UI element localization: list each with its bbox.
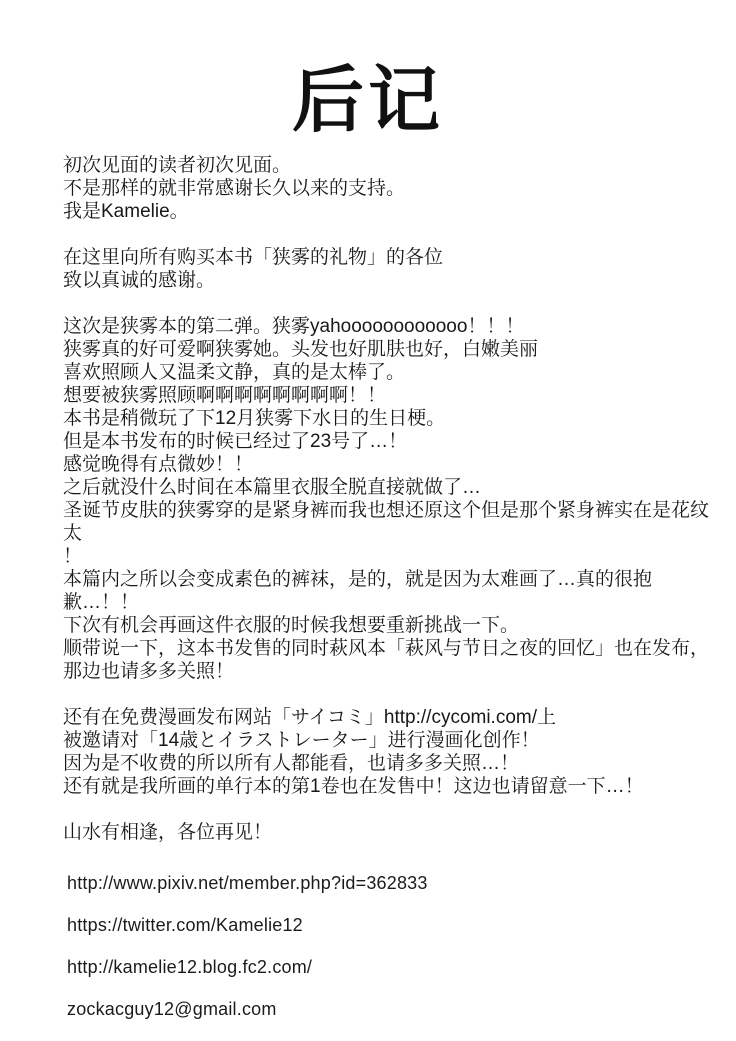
paragraph-thanks xyxy=(63,246,718,292)
text-line: 在这里向所有购买本书「狭雾的礼物」的各位 xyxy=(63,247,444,268)
text-line: 初次见面的读者初次见面。 xyxy=(63,155,292,176)
text-line: 喜欢照顾人又温柔文静，真的是太棒了。 xyxy=(63,362,406,383)
afterword-content xyxy=(0,140,736,844)
text-line: 那边也请多多关照！ xyxy=(63,661,235,682)
text-line: ！ xyxy=(63,546,83,567)
text-line: 因为是不收费的所以所有人都能看，也请多多关照…！ xyxy=(63,753,520,774)
text-line: 不是那样的就非常感谢长久以来的支持。 xyxy=(63,178,406,199)
text-line: 还有在免费漫画发布网站「サイコミ」http://cycomi.com/上 xyxy=(63,707,557,728)
email-address: zockacguy12@gmail.com xyxy=(67,999,277,1019)
text-line: 山水有相逢，各位再见！ xyxy=(63,822,273,843)
text-line: 我是Kamelie。 xyxy=(63,201,189,222)
pixiv-url: http://www.pixiv.net/member.php?id=362833 xyxy=(67,873,428,893)
text-line: 本篇内之所以会变成素色的裤袜，是的，就是因为太难画了…真的很抱歉…！！ xyxy=(63,569,653,613)
text-line: 致以真诚的感谢。 xyxy=(63,270,216,291)
text-line: 圣诞节皮肤的狭雾穿的是紧身裤而我也想还原这个但是那个紧身裤实在是花纹太 xyxy=(63,500,710,544)
blog-url: http://kamelie12.blog.fc2.com/ xyxy=(67,957,313,977)
text-line: 感觉晚得有点微妙！！ xyxy=(63,454,254,475)
text-line: 本书是稍微玩了下12月狭雾下水日的生日梗。 xyxy=(63,408,446,429)
contact-links-section xyxy=(0,873,736,1019)
twitter-url: https://twitter.com/Kamelie12 xyxy=(67,915,303,935)
text-line: 但是本书发布的时候已经过了23号了…！ xyxy=(63,431,408,452)
text-line: 下次有机会再画这件衣服的时候我想要重新挑战一下。 xyxy=(63,615,520,636)
text-line: 狭雾真的好可爱啊狭雾她。头发也好肌肤也好，白嫩美丽 xyxy=(63,339,539,360)
paragraph-cycomi-promo xyxy=(63,706,718,798)
paragraph-greeting xyxy=(63,154,718,223)
text-line: 之后就没什么时间在本篇里衣服全脱直接就做了… xyxy=(63,477,482,498)
text-line: 顺带说一下，这本书发售的同时萩风本「萩风与节日之夜的回忆」也在发布， xyxy=(63,638,710,659)
page-title: 后记 xyxy=(291,61,444,141)
text-line: 这次是狭雾本的第二弹。狭雾yahoooooooooooo！！！ xyxy=(63,316,525,337)
text-line: 被邀请对「14歳とイラストレーター」进行漫画化创作！ xyxy=(63,730,540,751)
text-line: 还有就是我所画的单行本的第1卷也在发售中！这边也请留意一下…！ xyxy=(63,776,644,797)
text-line: 想要被狭雾照顾啊啊啊啊啊啊啊啊！！ xyxy=(63,385,387,406)
paragraph-main-body xyxy=(63,315,718,683)
paragraph-farewell xyxy=(63,821,718,844)
